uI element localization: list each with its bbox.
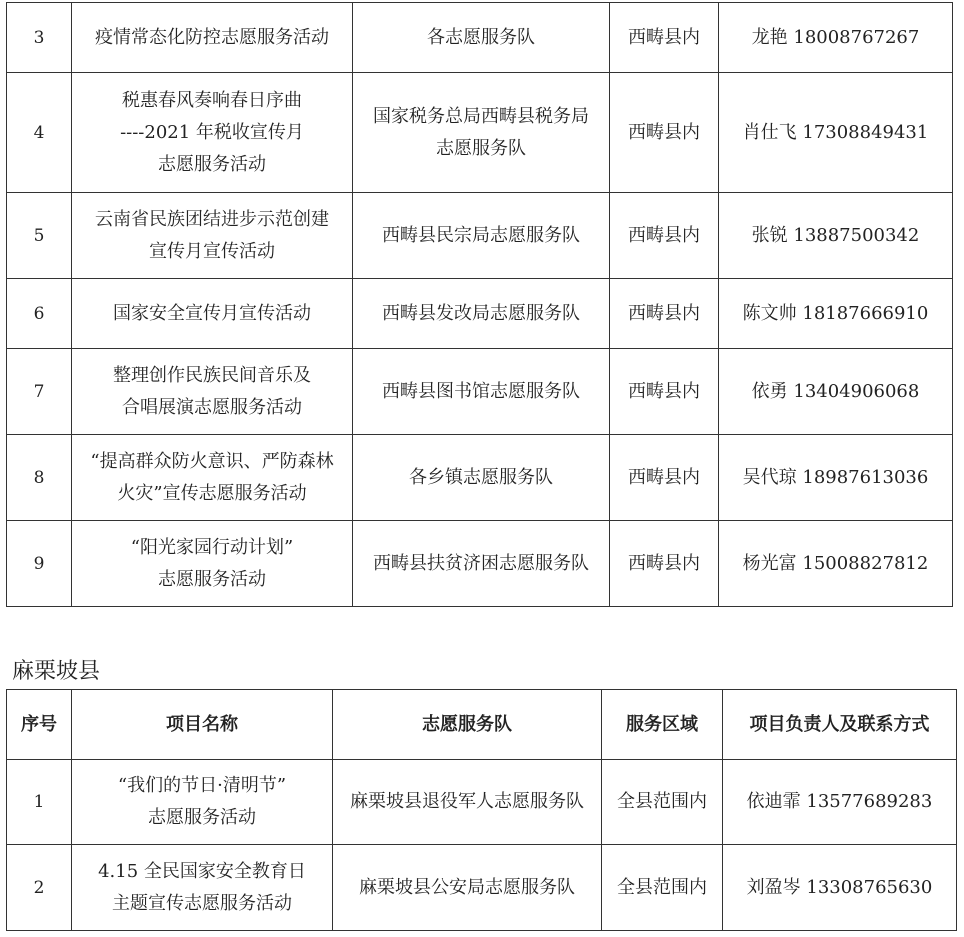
volunteer-team (353, 3, 610, 73)
row-number: 8 (7, 435, 72, 521)
project-name-line: 整理创作民族民间音乐及 (113, 364, 311, 386)
volunteer-team (353, 435, 610, 521)
contact-person: 肖仕飞 17308849431 (719, 73, 953, 193)
row-number: 1 (7, 760, 72, 845)
row-number: 7 (7, 349, 72, 435)
service-area: 西畴县内 (610, 193, 719, 279)
volunteer-team-line: 志愿服务队 (436, 137, 526, 159)
row-number: 9 (7, 521, 72, 607)
row-number: 3 (7, 3, 72, 73)
project-name (72, 279, 353, 349)
volunteer-team (353, 279, 610, 349)
volunteer-team-line: 西畴县发改局志愿服务队 (382, 302, 580, 324)
project-name-line: 志愿服务活动 (158, 568, 266, 590)
volunteer-team-line: 麻栗坡县公安局志愿服务队 (359, 876, 575, 898)
project-name-line: 税惠春风奏响春日序曲 (122, 89, 302, 111)
header-cell-project: 项目名称 (72, 690, 333, 760)
volunteer-team (353, 73, 610, 193)
volunteer-team-line: 各志愿服务队 (427, 26, 535, 48)
contact-person: 龙艳 18008767267 (719, 3, 953, 73)
project-name-line: 火灾”宣传志愿服务活动 (117, 482, 307, 504)
header-cell-no: 序号 (7, 690, 72, 760)
table-row (7, 193, 953, 279)
project-name-line: “提高群众防火意识、严防森林 (90, 450, 334, 472)
service-area: 全县范围内 (602, 845, 723, 931)
table-row (7, 845, 957, 931)
project-name-line: 合唱展演志愿服务活动 (122, 396, 302, 418)
table-body (7, 760, 957, 931)
project-name (72, 73, 353, 193)
project-name (72, 3, 353, 73)
table-row (7, 760, 957, 845)
volunteer-team (333, 845, 602, 931)
project-name-line: “我们的节日·清明节” (117, 775, 287, 796)
service-area: 西畴县内 (610, 279, 719, 349)
project-name (72, 845, 333, 931)
volunteer-team (353, 349, 610, 435)
volunteer-team-line: 西畴县民宗局志愿服务队 (382, 224, 580, 246)
project-name (72, 349, 353, 435)
table-row (7, 435, 953, 521)
contact-person: 依迪霏 13577689283 (723, 760, 957, 845)
table-body (7, 3, 953, 607)
volunteer-team-line: 西畴县图书馆志愿服务队 (382, 380, 580, 402)
header-cell-area: 服务区域 (602, 690, 723, 760)
project-name-line: 国家安全宣传月宣传活动 (113, 302, 311, 324)
contact-person: 依勇 13404906068 (719, 349, 953, 435)
table-row (7, 73, 953, 193)
table-row (7, 279, 953, 349)
project-name-line: 主题宣传志愿服务活动 (112, 892, 292, 914)
project-name-line: 志愿服务活动 (158, 153, 266, 175)
volunteer-team-line: 国家税务总局西畴县税务局 (373, 105, 589, 127)
project-name-line: 云南省民族团结进步示范创建 (95, 208, 329, 230)
contact-person: 杨光富 15008827812 (719, 521, 953, 607)
table-row (7, 3, 953, 73)
header-cell-contact: 项目负责人及联系方式 (723, 690, 957, 760)
row-number: 5 (7, 193, 72, 279)
service-area: 西畴县内 (610, 73, 719, 193)
volunteer-team (353, 193, 610, 279)
project-name-line: 宣传月宣传活动 (149, 240, 275, 262)
volunteer-team-line: 各乡镇志愿服务队 (409, 466, 553, 488)
project-name (72, 760, 333, 845)
table-row (7, 349, 953, 435)
contact-person: 刘盈岑 13308765630 (723, 845, 957, 931)
section-title: 麻栗坡县 (12, 659, 101, 684)
row-number: 4 (7, 73, 72, 193)
contact-person: 陈文帅 18187666910 (719, 279, 953, 349)
service-area: 西畴县内 (610, 349, 719, 435)
project-name-line: “阳光家园行动计划” (130, 536, 294, 558)
volunteer-team-line: 西畴县扶贫济困志愿服务队 (373, 552, 589, 574)
project-name-line: ----2021 年税收宣传月 (120, 121, 304, 143)
row-number: 6 (7, 279, 72, 349)
service-area: 西畴县内 (610, 3, 719, 73)
volunteer-table-xichou (6, 2, 953, 607)
project-name (72, 521, 353, 607)
project-name (72, 435, 353, 521)
table-row (7, 521, 953, 607)
project-name-line: 疫情常态化防控志愿服务活动 (95, 26, 329, 48)
contact-person: 张锐 13887500342 (719, 193, 953, 279)
contact-person: 吴代琼 18987613036 (719, 435, 953, 521)
row-number: 2 (7, 845, 72, 931)
project-name (72, 193, 353, 279)
service-area: 西畴县内 (610, 521, 719, 607)
volunteer-team-line: 麻栗坡县退役军人志愿服务队 (350, 791, 584, 812)
header-cell-team: 志愿服务队 (333, 690, 602, 760)
project-name-line: 4.15 全民国家安全教育日 (98, 860, 306, 882)
table-header-row (7, 690, 957, 760)
volunteer-team (333, 760, 602, 845)
project-name-line: 志愿服务活动 (148, 807, 256, 828)
volunteer-table-malipo (6, 689, 957, 931)
service-area: 西畴县内 (610, 435, 719, 521)
volunteer-team (353, 521, 610, 607)
service-area: 全县范围内 (602, 760, 723, 845)
